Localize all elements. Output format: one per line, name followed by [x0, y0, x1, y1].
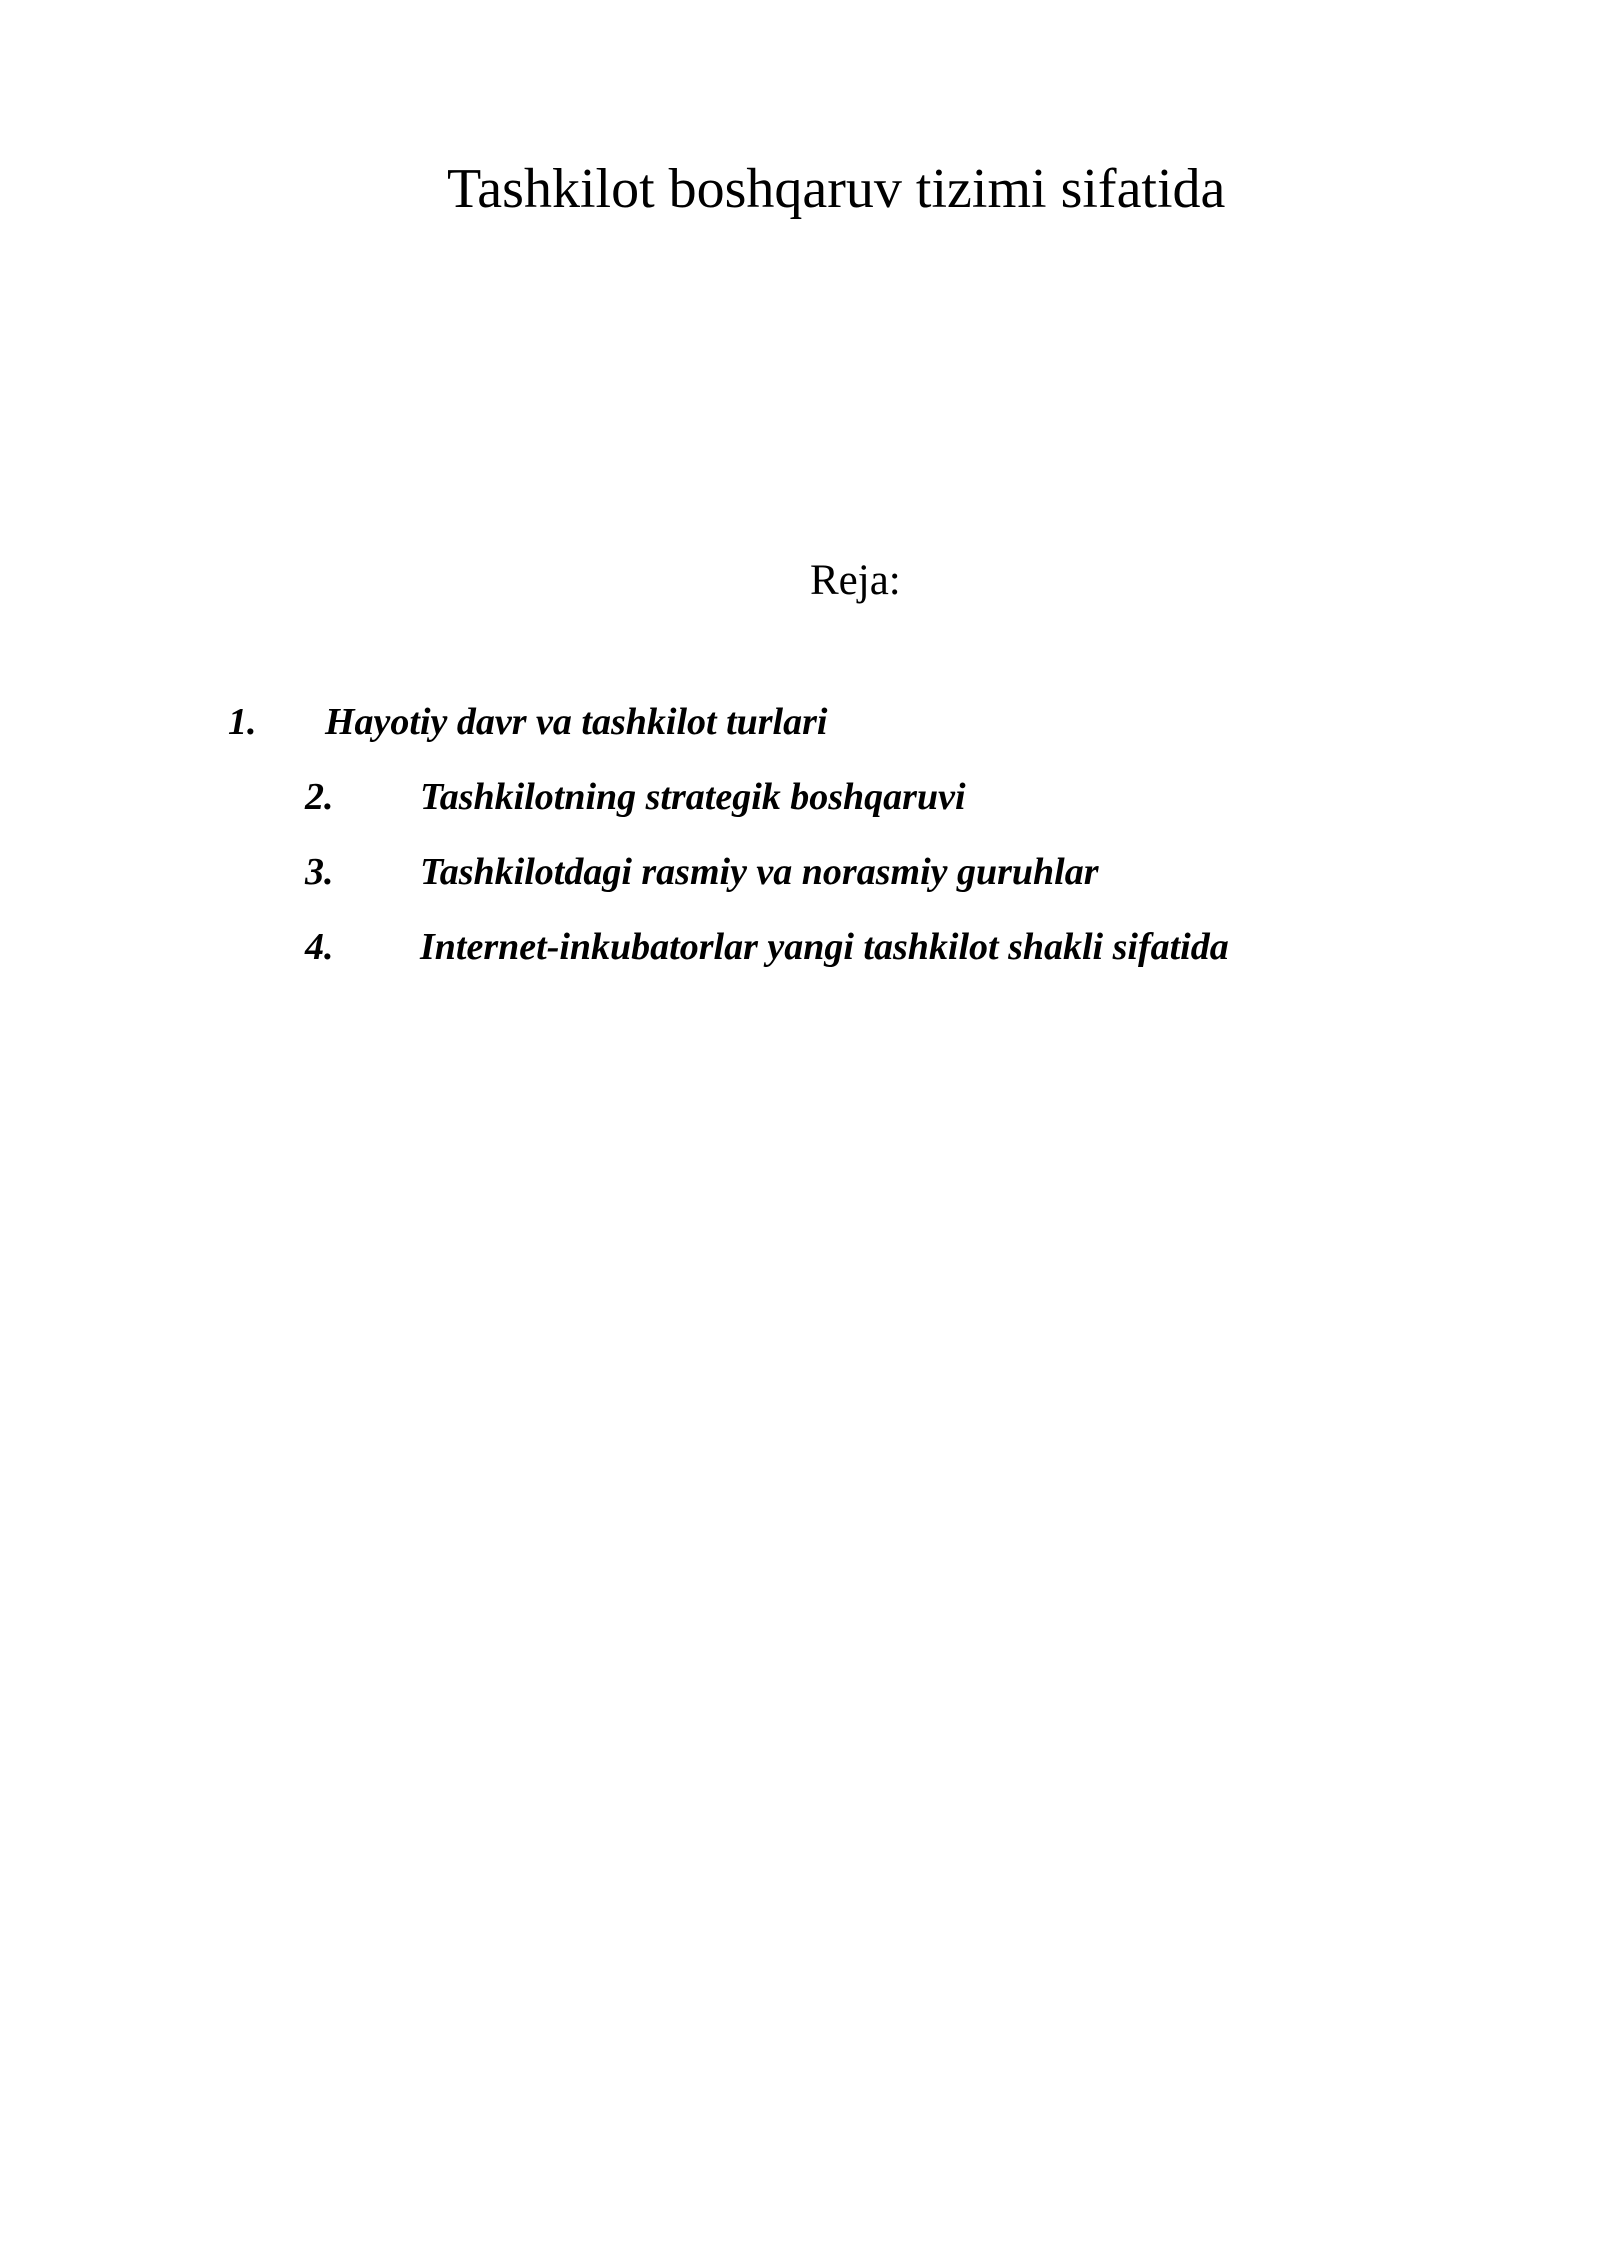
plan-item-text: Tashkilotning strategik boshqaruvi: [420, 776, 966, 818]
plan-item-text: Internet-inkubatorlar yangi tashkilot shakli sifatida: [420, 926, 1229, 968]
plan-item-number: 2.: [305, 776, 334, 818]
plan-heading: Reja:: [810, 557, 901, 604]
plan-item-number: 4.: [305, 926, 334, 968]
document-title: Tashkilot boshqaruv tizimi sifatida: [447, 158, 1226, 220]
plan-item-number: 3.: [305, 851, 334, 893]
plan-item-number: 1.: [228, 701, 257, 743]
plan-item-text: Hayotiy davr va tashkilot turlari: [325, 701, 828, 743]
plan-item-text: Tashkilotdagi rasmiy va norasmiy guruhlar: [420, 851, 1099, 893]
